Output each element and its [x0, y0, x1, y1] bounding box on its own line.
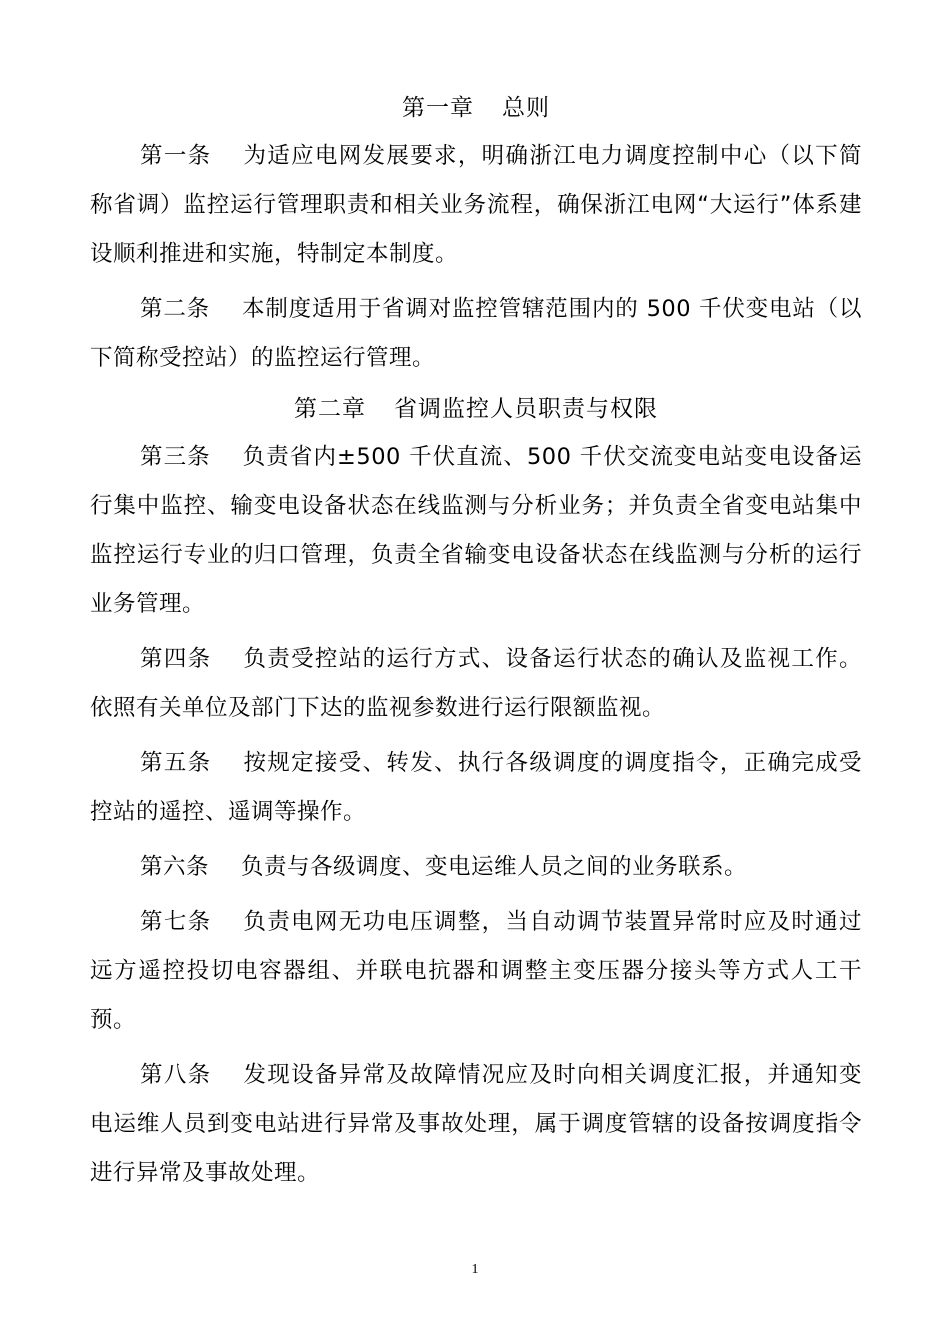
- chapter-number: 第二章: [294, 396, 366, 422]
- chapter-heading-2: [90, 389, 862, 429]
- page-number: 1: [471, 1262, 479, 1277]
- article-text: 本制度适用于省调对监控管辖范围内的 500 千伏变电站（以下简称受控站）的监控运行管理。: [90, 296, 862, 371]
- article-8: [90, 1051, 862, 1198]
- article-text: 为适应电网发展要求，明确浙江电力调度控制中心（以下简称省调）监控运行管理职责和相关业务流程，确保浙江电网“大运行”体系建设顺利推进和实施，特制定本制度。: [90, 143, 862, 267]
- article-number: 第二条: [140, 296, 210, 322]
- article-number: 第七条: [140, 909, 212, 935]
- document-body: [90, 88, 862, 1204]
- article-text: 负责电网无功电压调整，当自动调节装置异常时应及时通过远方遥控投切电容器组、并联电抗器和调整主变压器分接头等方式人工干预。: [90, 909, 862, 1033]
- article-number: 第六条: [140, 854, 210, 880]
- chapter-title: 总则: [502, 95, 550, 121]
- article-6: [90, 843, 862, 892]
- article-text: 发现设备异常及故障情况应及时向相关调度汇报，并通知变电运维人员到变电站进行异常及事故处理，属于调度管辖的设备按调度指令进行异常及事故处理。: [90, 1062, 862, 1186]
- article-1: [90, 132, 862, 279]
- article-7: [90, 898, 862, 1045]
- article-number: 第八条: [140, 1062, 212, 1088]
- chapter-title: 省调监控人员职责与权限: [394, 396, 658, 422]
- article-text: 负责与各级调度、变电运维人员之间的业务联系。: [241, 854, 748, 880]
- article-text: 负责省内±500 千伏直流、500 千伏交流变电站变电设备运行集中监控、输变电设备状态在线监测与分析业务；并负责全省变电站集中监控运行专业的归口管理，负责全省输变电设备状态在线监测与分析的运行业务管理。: [90, 444, 862, 617]
- article-4: [90, 635, 862, 733]
- article-text: 按规定接受、转发、执行各级调度的调度指令，正确完成受控站的遥控、遥调等操作。: [90, 750, 862, 825]
- article-number: 第三条: [140, 444, 211, 470]
- chapter-heading-1: [90, 88, 862, 128]
- article-2: [90, 285, 862, 383]
- article-number: 第四条: [140, 646, 212, 672]
- article-3: [90, 433, 862, 629]
- article-number: 第一条: [140, 143, 212, 169]
- article-number: 第五条: [140, 750, 212, 776]
- article-text: 负责受控站的运行方式、设备运行状态的确认及监视工作。依照有关单位及部门下达的监视参数进行运行限额监视。: [90, 646, 862, 721]
- article-5: [90, 739, 862, 837]
- chapter-number: 第一章: [402, 95, 474, 121]
